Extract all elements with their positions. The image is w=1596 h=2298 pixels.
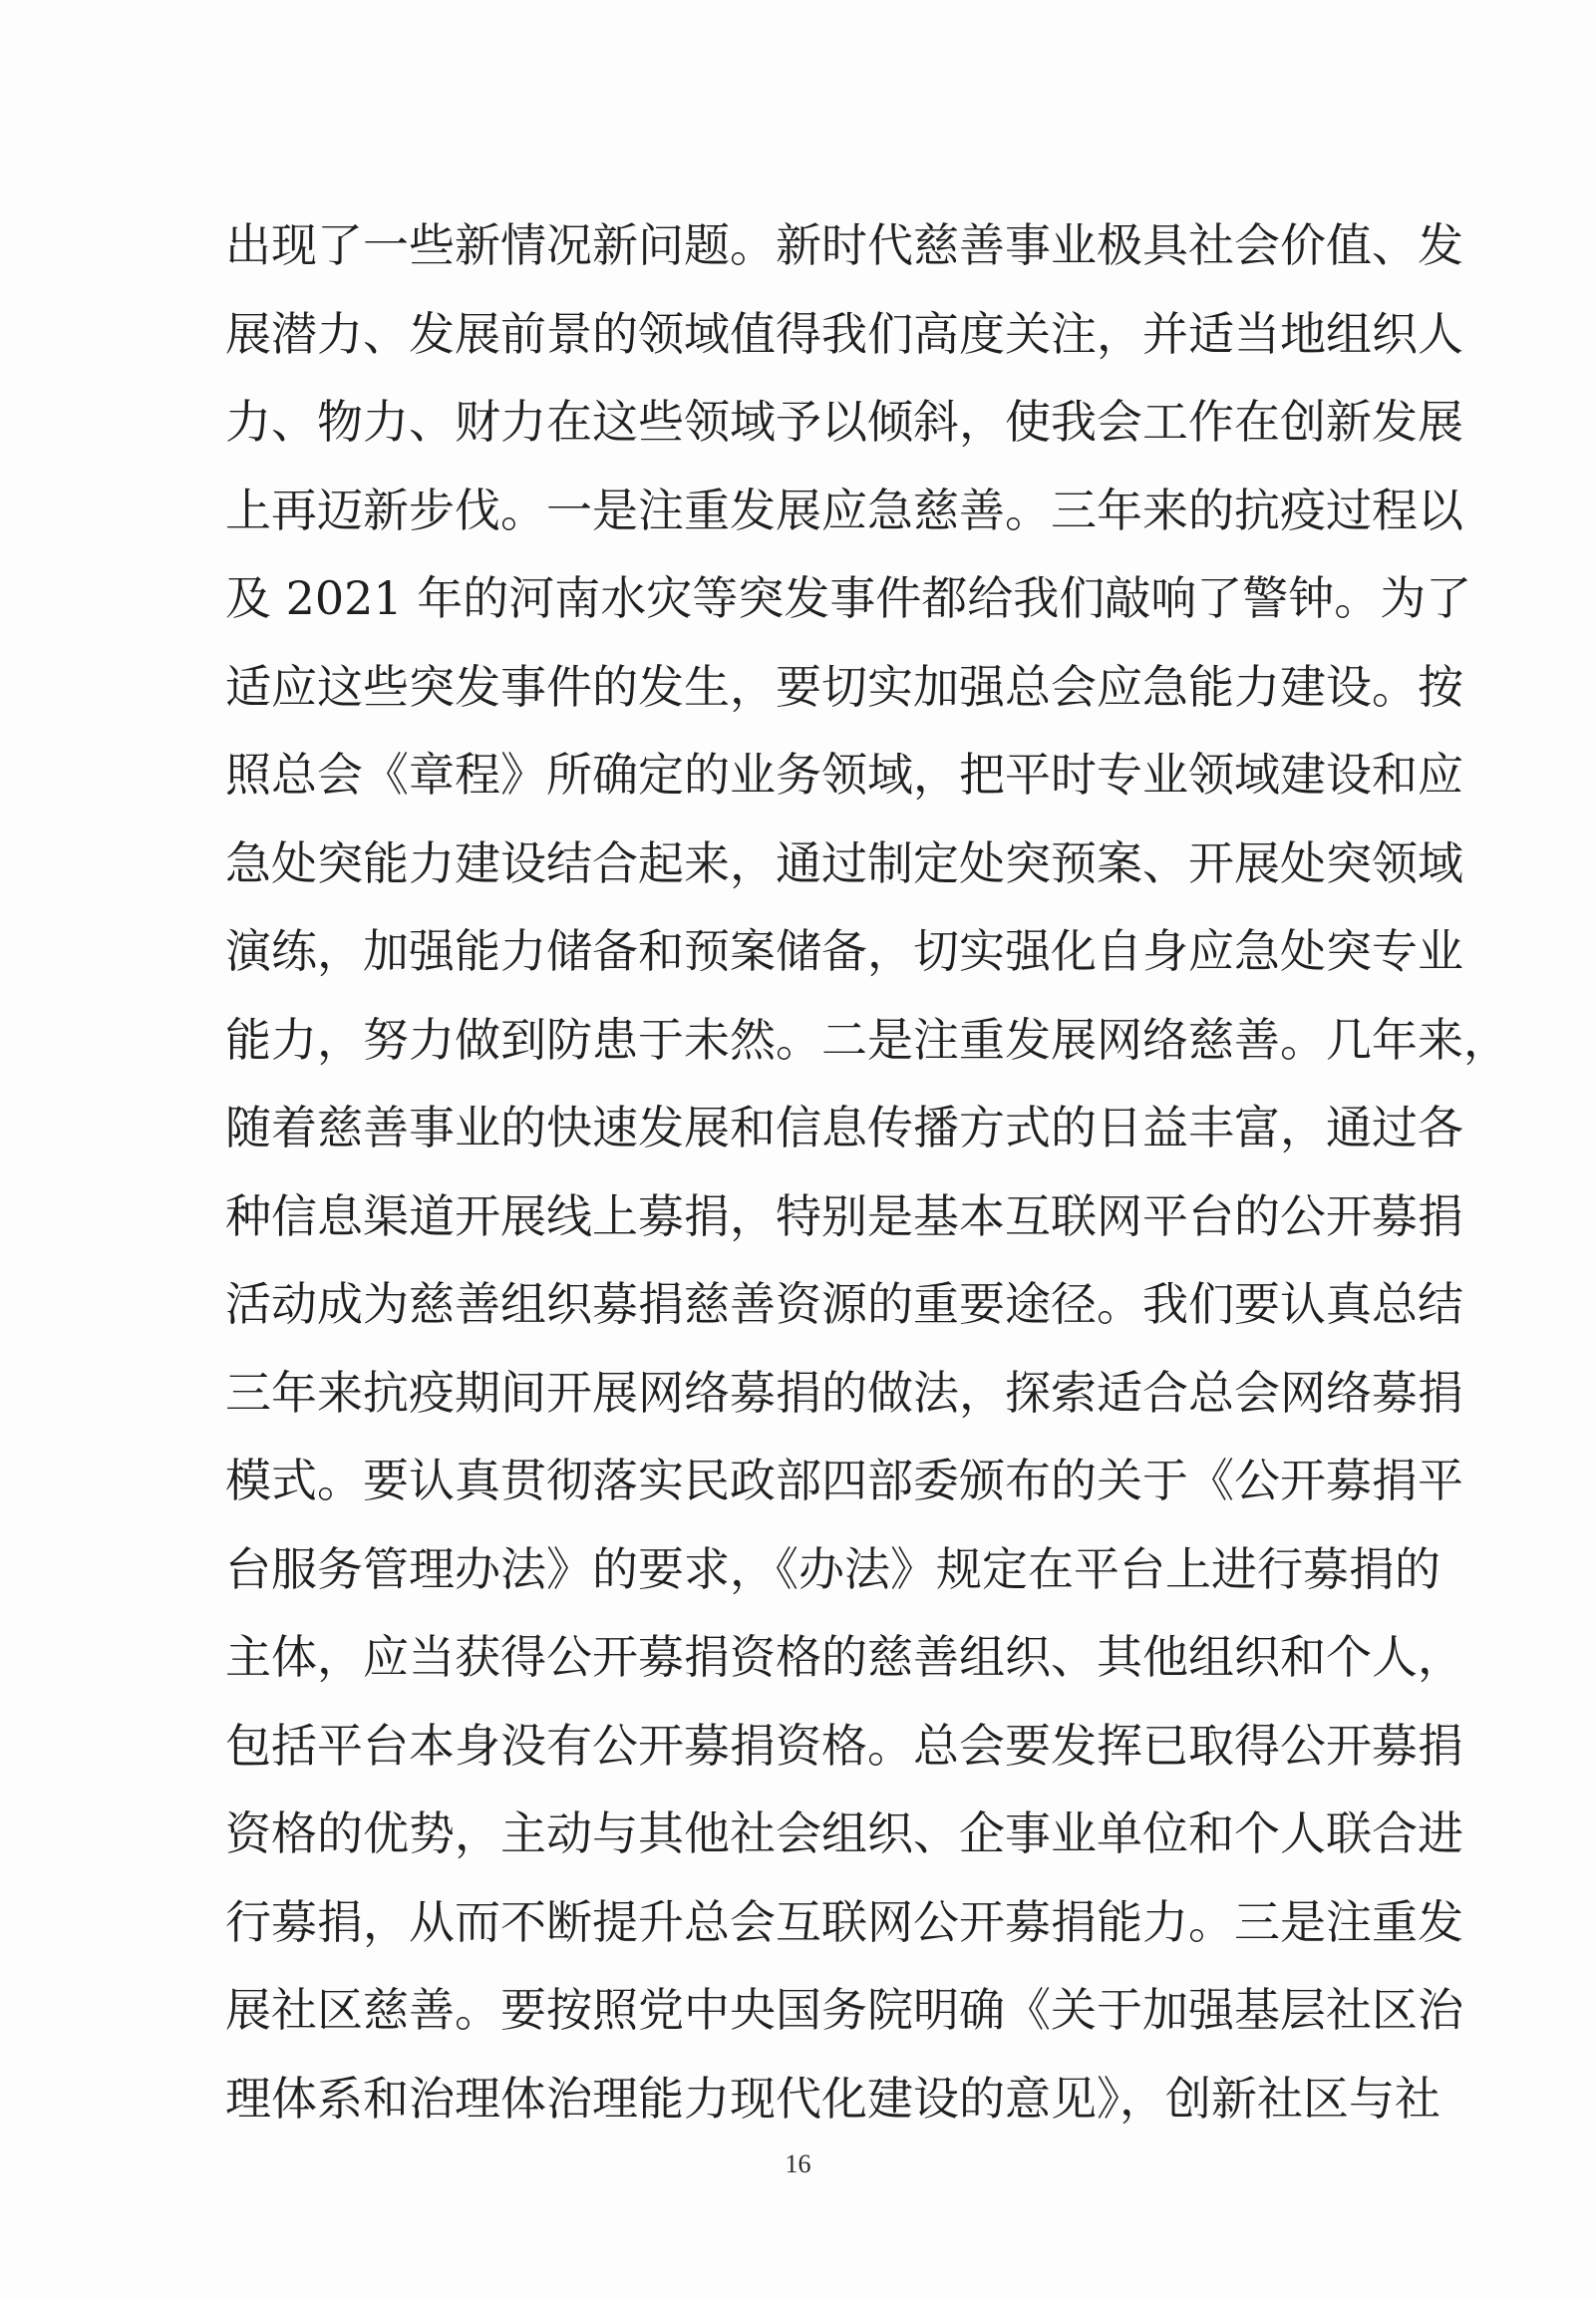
text-line: 力、物力、财力在这些领域予以倾斜，使我会工作在创新发展 bbox=[225, 395, 1463, 449]
text-line: 活动成为慈善组织募捐慈善资源的重要途径。我们要认真总结 bbox=[225, 1277, 1463, 1331]
text-line: 行募捐，从而不断提升总会互联网公开募捐能力。三是注重发 bbox=[225, 1894, 1463, 1949]
text-line: 照总会《章程》所确定的业务领域，把平时专业领域建设和应 bbox=[225, 748, 1463, 802]
text-line: 模式。要认真贯彻落实民政部四部委颁布的关于《公开募捐平 bbox=[225, 1454, 1463, 1507]
text-line: 急处突能力建设结合起来，通过制定处突预案、开展处突领域 bbox=[225, 835, 1463, 890]
text-line: 出现了一些新情况新问题。新时代慈善事业极具社会价值、发 bbox=[225, 218, 1463, 272]
text-line: 演练，加强能力储备和预案储备，切实强化自身应急处突专业 bbox=[225, 924, 1463, 978]
text-line: 主体，应当获得公开募捐资格的慈善组织、其他组织和个人， bbox=[225, 1630, 1463, 1684]
page-number: 16 bbox=[785, 2149, 811, 2178]
text-line: 及 2021 年的河南水灾等突发事件都给我们敲响了警钟。为了 bbox=[225, 571, 1472, 625]
text-line: 展潜力、发展前景的领域值得我们高度关注，并适当地组织人 bbox=[225, 306, 1463, 361]
text-line: 三年来抗疫期间开展网络募捐的做法，探索适合总会网络募捐 bbox=[225, 1365, 1463, 1420]
text-line: 随着慈善事业的快速发展和信息传播方式的日益丰富，通过各 bbox=[225, 1101, 1463, 1154]
text-line: 种信息渠道开展线上募捐，特别是基本互联网平台的公开募捐 bbox=[225, 1188, 1463, 1243]
text-line: 能力，努力做到防患于未然。二是注重发展网络慈善。几年来， bbox=[225, 1012, 1509, 1067]
text-line: 展社区慈善。要按照党中央国务院明确《关于加强基层社区治 bbox=[225, 1983, 1463, 2037]
text-line: 适应这些突发事件的发生，要切实加强总会应急能力建设。按 bbox=[225, 659, 1463, 714]
text-line: 台服务管理办法》的要求，《办法》规定在平台上进行募捐的 bbox=[225, 1541, 1440, 1596]
text-line: 理体系和治理体治理能力现代化建设的意见》，创新社区与社 bbox=[225, 2071, 1440, 2126]
text-line: 上再迈新步伐。一是注重发展应急慈善。三年来的抗疫过程以 bbox=[225, 483, 1463, 537]
body-text bbox=[225, 201, 1509, 2142]
text-line: 资格的优势，主动与其他社会组织、企事业单位和个人联合进 bbox=[225, 1806, 1463, 1860]
text-line: 包括平台本身没有公开募捐资格。总会要发挥已取得公开募捐 bbox=[225, 1718, 1463, 1773]
